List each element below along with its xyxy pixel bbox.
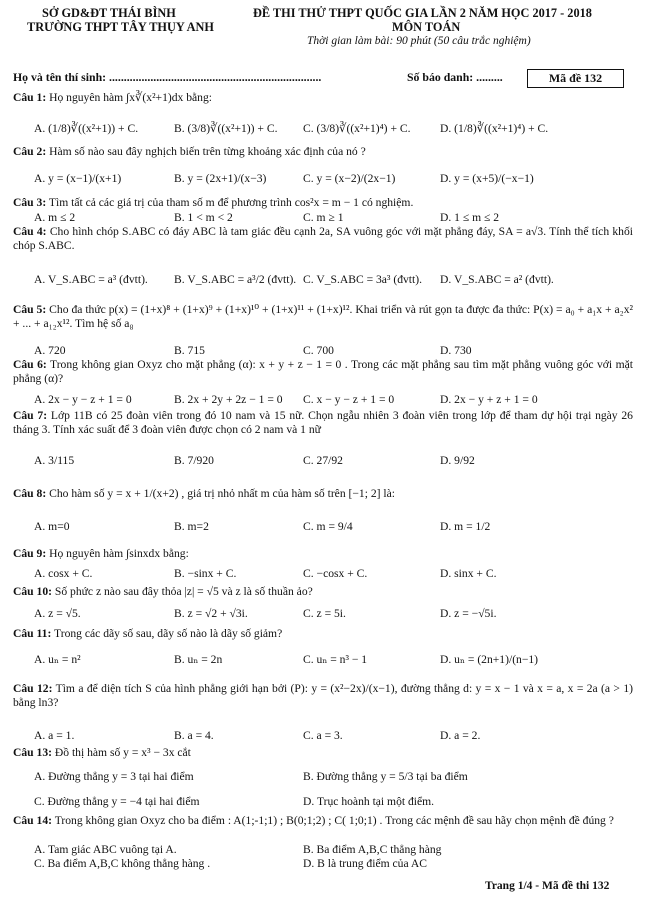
q7-option-b: B. 7/920 bbox=[174, 454, 214, 467]
q13-option-c: C. Đường thẳng y = −4 tại hai điểm bbox=[34, 795, 200, 808]
q8-option-a: A. m=0 bbox=[34, 520, 70, 533]
q8-option-d: D. m = 1/2 bbox=[440, 520, 491, 533]
q5-option-b: B. 715 bbox=[174, 344, 205, 357]
q5-option-c: C. 700 bbox=[303, 344, 334, 357]
q1-option-b: B. (3/8)∛((x²+1)) + C. bbox=[174, 122, 278, 135]
exam-time: Thời gian làm bài: 90 phút (50 câu trắc nghiệm) bbox=[307, 35, 531, 47]
q1-option-d: D. (1/8)∛((x²+1)⁴) + C. bbox=[440, 122, 549, 135]
subject-title: MÔN TOÁN bbox=[392, 20, 461, 34]
q7-option-a: A. 3/115 bbox=[34, 454, 75, 467]
q6-option-b: B. 2x + 2y + 2z − 1 = 0 bbox=[174, 393, 283, 406]
q3-option-d: D. 1 ≤ m ≤ 2 bbox=[440, 211, 500, 224]
q7-option-d: D. 9/92 bbox=[440, 454, 475, 467]
q2-option-c: C. y = (x−2)/(2x−1) bbox=[303, 172, 396, 185]
q13-option-b: B. Đường thẳng y = 5/3 tại ba điểm bbox=[303, 770, 468, 783]
q9-option-c: C. −cosx + C. bbox=[303, 567, 368, 580]
q2-option-d: D. y = (x+5)/(−x−1) bbox=[440, 172, 534, 185]
q5-option-a: A. 720 bbox=[34, 344, 66, 357]
q5-option-d: D. 730 bbox=[440, 344, 472, 357]
question-10: Câu 10: Số phức z nào sau đây thỏa |z| = √5 và z là số thuần ảo? bbox=[13, 585, 313, 598]
q2-option-a: A. y = (x−1)/(x+1) bbox=[34, 172, 122, 185]
question-7: Câu 7: Lớp 11B có 25 đoàn viên trong đó 10 nam và 15 nữ. Chọn ngẫu nhiên 3 đoàn viên trong lớp để tham dự hội trại ngày 26 tháng 3. Tính xác suất để 3 đoàn viên được chọn có 2 nam và 1 nữ bbox=[13, 409, 633, 437]
q12-option-c: C. a = 3. bbox=[303, 729, 343, 742]
q13-option-d: D. Trục hoành tại một điểm. bbox=[303, 795, 435, 808]
exam-code-box: Mã đề 132 bbox=[527, 69, 624, 88]
q12-option-d: D. a = 2. bbox=[440, 729, 481, 742]
q6-option-c: C. x − y − z + 1 = 0 bbox=[303, 393, 395, 406]
q11-option-a: A. uₙ = n² bbox=[34, 653, 81, 666]
question-9: Câu 9: Họ nguyên hàm ∫sinxdx bằng: bbox=[13, 547, 189, 560]
question-2: Câu 2: Hàm số nào sau đây nghịch biến trên từng khoảng xác định của nó ? bbox=[13, 145, 366, 158]
q14-option-d: D. B là trung điểm của AC bbox=[303, 857, 427, 870]
question-12: Câu 12: Tìm a để diện tích S của hình phẳng giới hạn bởi (P): y = (x²−2x)/(x−1), đường thẳng d: y = x − 1 và x = a, x = 2a (a > 1) bằng ln3? bbox=[13, 682, 633, 710]
candidate-number-field: Số báo danh: ......... bbox=[407, 70, 503, 84]
q8-option-c: C. m = 9/4 bbox=[303, 520, 353, 533]
exam-title: ĐỀ THI THỬ THPT QUỐC GIA LẦN 2 NĂM HỌC 2017 - 2018 bbox=[253, 6, 592, 20]
question-3: Câu 3: Tìm tất cả các giá trị của tham số m để phương trình cos²x = m − 1 có nghiệm. bbox=[13, 196, 414, 209]
q9-option-d: D. sinx + C. bbox=[440, 567, 497, 580]
question-6: Câu 6: Trong không gian Oxyz cho mặt phẳng (α): x + y + z − 1 = 0 . Trong các mặt phẳng sau tìm mặt phẳng vuông góc với mặt phẳng (α)? bbox=[13, 358, 633, 386]
candidate-name-field: Họ và tên thí sinh: ........................................................................ bbox=[13, 70, 322, 84]
q4-option-d: D. V_S.ABC = a² (đvtt). bbox=[440, 273, 554, 286]
q11-option-b: B. uₙ = 2n bbox=[174, 653, 223, 666]
q11-option-c: C. uₙ = n³ − 1 bbox=[303, 653, 368, 666]
q8-option-b: B. m=2 bbox=[174, 520, 209, 533]
question-11: Câu 11: Trong các dãy số sau, dãy số nào là dãy số giảm? bbox=[13, 627, 283, 640]
q10-option-d: D. z = −√5i. bbox=[440, 607, 497, 620]
q14-option-b: B. Ba điểm A,B,C thẳng hàng bbox=[303, 843, 442, 856]
q9-option-a: A. cosx + C. bbox=[34, 567, 93, 580]
q1-option-c: C. (3/8)∛((x²+1)⁴) + C. bbox=[303, 122, 411, 135]
q10-option-a: A. z = √5. bbox=[34, 607, 81, 620]
q6-option-d: D. 2x − y + z + 1 = 0 bbox=[440, 393, 538, 406]
question-8: Câu 8: Cho hàm số y = x + 1/(x+2) , giá trị nhỏ nhất m của hàm số trên [−1; 2] là: bbox=[13, 487, 395, 500]
q9-option-b: B. −sinx + C. bbox=[174, 567, 237, 580]
q3-option-c: C. m ≥ 1 bbox=[303, 211, 344, 224]
q11-option-d: D. uₙ = (2n+1)/(n−1) bbox=[440, 653, 539, 666]
q14-option-c: C. Ba điểm A,B,C không thẳng hàng . bbox=[34, 857, 211, 870]
q13-option-a: A. Đường thẳng y = 3 tại hai điểm bbox=[34, 770, 194, 783]
question-1: Câu 1: Họ nguyên hàm ∫x∛(x²+1)dx bằng: bbox=[13, 91, 212, 104]
page-footer: Trang 1/4 - Mã đề thi 132 bbox=[485, 880, 610, 892]
q7-option-c: C. 27/92 bbox=[303, 454, 343, 467]
q3-option-b: B. 1 < m < 2 bbox=[174, 211, 233, 224]
q4-option-a: A. V_S.ABC = a³ (đvtt). bbox=[34, 273, 148, 286]
q12-option-a: A. a = 1. bbox=[34, 729, 75, 742]
question-13: Câu 13: Đồ thị hàm số y = x³ − 3x cắt bbox=[13, 746, 191, 759]
q6-option-a: A. 2x − y − z + 1 = 0 bbox=[34, 393, 132, 406]
department-name: SỞ GD&ĐT THÁI BÌNH bbox=[42, 6, 176, 20]
q4-option-c: C. V_S.ABC = 3a³ (đvtt). bbox=[303, 273, 422, 286]
q14-option-a: A. Tam giác ABC vuông tại A. bbox=[34, 843, 177, 856]
question-4: Câu 4: Cho hình chóp S.ABC có đáy ABC là tam giác đều cạnh 2a, SA vuông góc với mặt phẳng đáy, SA = a√3. Tính thể tích khối chóp S.ABC. bbox=[13, 225, 633, 253]
q12-option-b: B. a = 4. bbox=[174, 729, 214, 742]
q10-option-c: C. z = 5i. bbox=[303, 607, 346, 620]
q2-option-b: B. y = (2x+1)/(x−3) bbox=[174, 172, 267, 185]
school-name: TRƯỜNG THPT TÂY THỤY ANH bbox=[27, 20, 214, 34]
question-5: Câu 5: Cho đa thức p(x) = (1+x)⁸ + (1+x)⁹ + (1+x)¹⁰ + (1+x)¹¹ + (1+x)¹². Khai triển và rút gọn ta được đa thức: P(x) = a₀ + a₁x + a₂x² + ... + a₁₂x¹². Tìm hệ số a₈ bbox=[13, 303, 633, 331]
q3-option-a: A. m ≤ 2 bbox=[34, 211, 76, 224]
q1-option-a: A. (1/8)∛((x²+1)) + C. bbox=[34, 122, 139, 135]
q4-option-b: B. V_S.ABC = a³/2 (đvtt). bbox=[174, 273, 297, 286]
question-14: Câu 14: Trong không gian Oxyz cho ba điểm : A(1;-1;1) ; B(0;1;2) ; C( 1;0;1) . Trong các mệnh đề sau hãy chọn mệnh đề đúng ? bbox=[13, 814, 614, 827]
q10-option-b: B. z = √2 + √3i. bbox=[174, 607, 248, 620]
